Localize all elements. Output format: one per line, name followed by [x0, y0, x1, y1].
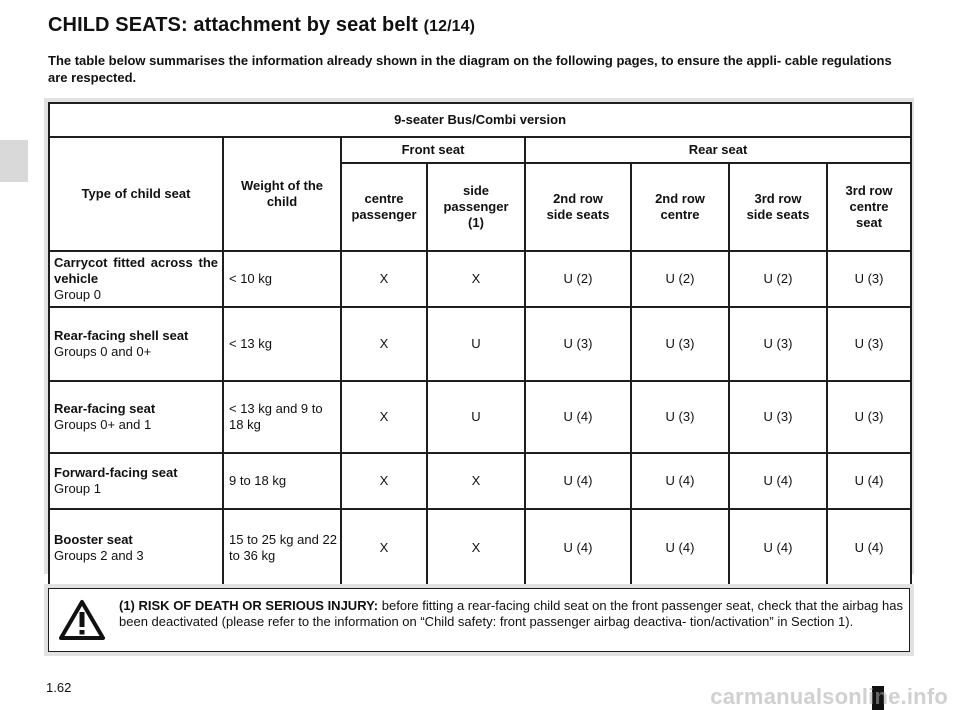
child-weight: < 13 kg and 9 to 18 kg	[223, 381, 341, 453]
site-watermark: carmanualsonline.info	[710, 684, 948, 709]
table-row	[49, 453, 911, 509]
warning-text	[119, 598, 903, 630]
cell-side-passenger: U	[427, 307, 525, 381]
child-seat-table	[48, 102, 912, 588]
cell-3rd-row-centre: U (4)	[827, 509, 911, 587]
child-seat-group: Group 0	[54, 287, 101, 302]
page-number: 1.62	[46, 680, 72, 695]
page-title-text: CHILD SEATS: attachment by seat belt	[48, 14, 418, 36]
cell-3rd-row-centre: U (3)	[827, 307, 911, 381]
cell-2nd-row-centre: U (2)	[631, 251, 729, 307]
cell-side-passenger: X	[427, 251, 525, 307]
child-seat-type-name: Forward-facing seat	[54, 465, 178, 480]
cell-2nd-row-centre: U (4)	[631, 453, 729, 509]
cell-centre-passenger: X	[341, 251, 427, 307]
cell-side-passenger: X	[427, 453, 525, 509]
section-tab-marker	[0, 140, 28, 182]
child-seat-group: Group 1	[54, 481, 101, 496]
child-seat-group: Groups 2 and 3	[54, 548, 144, 563]
child-seat-type	[49, 453, 223, 509]
group-header-row	[49, 137, 911, 163]
cell-2nd-row-side: U (4)	[525, 509, 631, 587]
warning-body: before fitting a rear-facing child seat on the front passenger seat, check that the airbag has been deactivated (please refer to the information on “Child safety: front passenger airbag deactiva- tion/activation” in Section 1).	[119, 598, 903, 629]
group-header-rear: Rear seat	[525, 137, 911, 163]
child-seat-group: Groups 0 and 0+	[54, 344, 152, 359]
child-weight: < 13 kg	[223, 307, 341, 381]
cell-3rd-row-side: U (3)	[729, 381, 827, 453]
warning-panel	[44, 584, 914, 656]
sub-header-side-passenger: side passenger (1)	[427, 163, 525, 251]
warning-box	[48, 588, 910, 652]
cell-3rd-row-centre: U (3)	[827, 381, 911, 453]
child-seat-type	[49, 381, 223, 453]
warning-lead: (1) RISK OF DEATH OR SERIOUS INJURY:	[119, 598, 379, 613]
cell-side-passenger: X	[427, 509, 525, 587]
col-header-weight: Weight of the child	[223, 137, 341, 251]
child-seat-type	[49, 307, 223, 381]
sub-header-2nd-row-centre: 2nd row centre	[631, 163, 729, 251]
cell-2nd-row-side: U (4)	[525, 453, 631, 509]
sub-header-3rd-row-side: 3rd row side seats	[729, 163, 827, 251]
cell-centre-passenger: X	[341, 381, 427, 453]
child-seat-type	[49, 251, 223, 307]
cell-2nd-row-side: U (3)	[525, 307, 631, 381]
child-weight: 9 to 18 kg	[223, 453, 341, 509]
cell-3rd-row-centre: U (3)	[827, 251, 911, 307]
warning-triangle-icon	[59, 599, 105, 641]
table-row	[49, 509, 911, 587]
table-caption: 9-seater Bus/Combi version	[49, 103, 911, 137]
col-header-type: Type of child seat	[49, 137, 223, 251]
child-weight: 15 to 25 kg and 22 to 36 kg	[223, 509, 341, 587]
sub-header-centre-passenger: centre passenger	[341, 163, 427, 251]
intro-paragraph: The table below summarises the information already shown in the diagram on the following pages, to ensure the appli- cable regulations are respected.	[48, 53, 892, 85]
cell-3rd-row-centre: U (4)	[827, 453, 911, 509]
table-panel	[44, 98, 914, 574]
table-caption-row	[49, 103, 911, 137]
cell-3rd-row-side: U (3)	[729, 307, 827, 381]
child-weight: < 10 kg	[223, 251, 341, 307]
cell-2nd-row-centre: U (3)	[631, 307, 729, 381]
cell-2nd-row-side: U (2)	[525, 251, 631, 307]
cell-3rd-row-side: U (4)	[729, 453, 827, 509]
child-seat-type-name: Rear-facing shell seat	[54, 328, 189, 343]
group-header-front: Front seat	[341, 137, 525, 163]
child-seat-type	[49, 509, 223, 587]
child-seat-type-name: Booster seat	[54, 532, 133, 547]
page-title	[48, 14, 475, 37]
cell-3rd-row-side: U (2)	[729, 251, 827, 307]
child-seat-type-name: Carrycot fitted across the vehicle	[54, 255, 218, 286]
child-seat-type-name: Rear-facing seat	[54, 401, 156, 416]
page-title-ref: (12/14)	[423, 18, 476, 35]
cell-centre-passenger: X	[341, 307, 427, 381]
cell-2nd-row-centre: U (4)	[631, 509, 729, 587]
sub-header-3rd-row-centre: 3rd row centre seat	[827, 163, 911, 251]
cell-2nd-row-centre: U (3)	[631, 381, 729, 453]
cell-2nd-row-side: U (4)	[525, 381, 631, 453]
cell-centre-passenger: X	[341, 453, 427, 509]
table-row	[49, 251, 911, 307]
cell-3rd-row-side: U (4)	[729, 509, 827, 587]
table-row	[49, 307, 911, 381]
child-seat-group: Groups 0+ and 1	[54, 417, 152, 432]
cell-side-passenger: U	[427, 381, 525, 453]
sub-header-2nd-row-side: 2nd row side seats	[525, 163, 631, 251]
cell-centre-passenger: X	[341, 509, 427, 587]
table-row	[49, 381, 911, 453]
